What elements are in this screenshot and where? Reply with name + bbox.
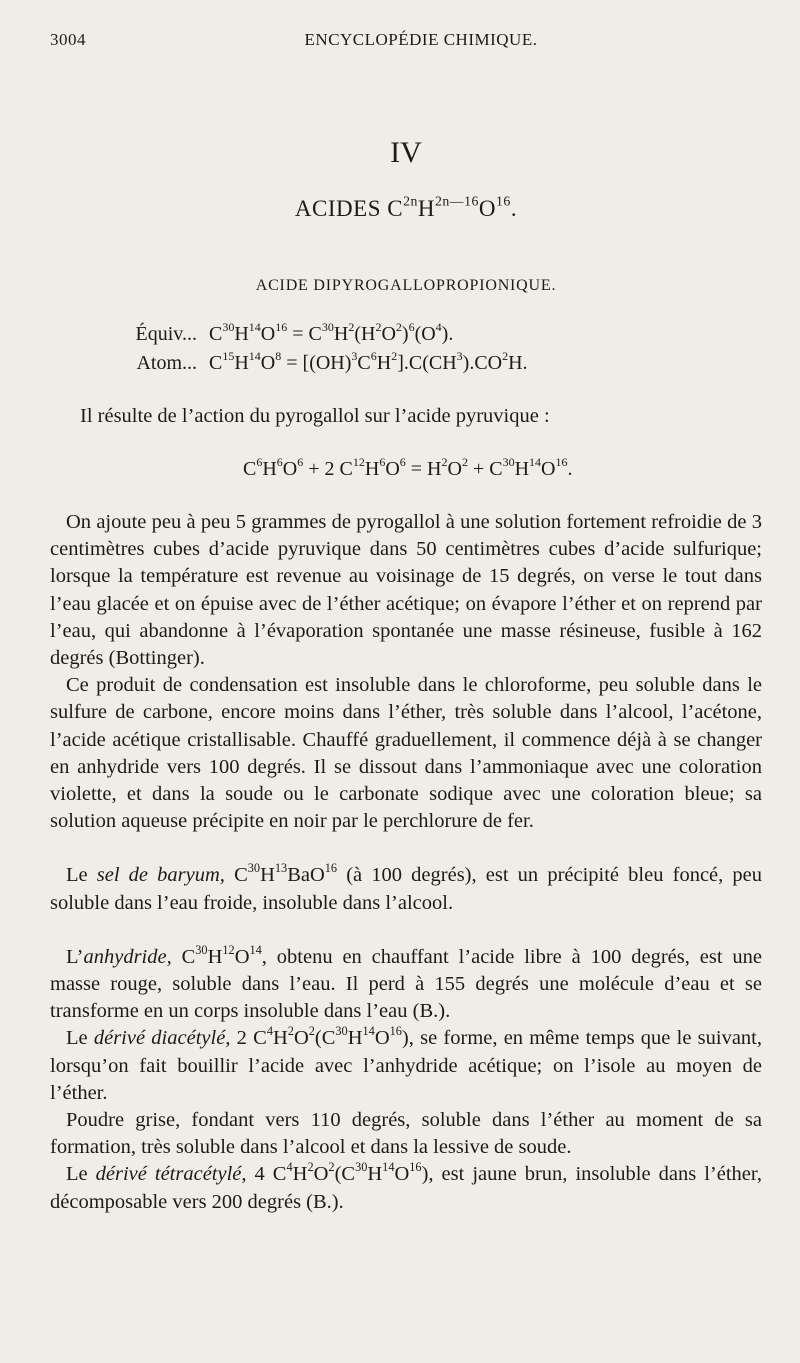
intro-text: Il résulte de l’action du pyrogallol sur l’acide pyruvique : [80, 405, 550, 427]
paragraph-grey-powder: Poudre grise, fondant vers 110 degrés, soluble dans l’éther au moment de sa formation, très soluble dans l’alcool et dans la lessive de soude. [50, 1109, 762, 1159]
running-title: ENCYCLOPÉDIE CHIMIQUE. [304, 30, 538, 49]
atom-formula-line [100, 349, 528, 375]
paragraph-anhydride: L’anhydride, $C^{30}H^{12}O^{14}$, obtenu en chauffant l’acide libre à 100 degrés, est une masse rouge, soluble dans l’eau. Il perd à 155 degrés une molécule d’eau et se transforme en un corps insoluble dans l’eau (B.). [50, 942, 762, 1023]
atom-label: Atom... [136, 352, 197, 374]
section-number: IV [390, 136, 422, 169]
equiv-formula-line [100, 320, 454, 346]
page-number: 3004 [50, 30, 86, 49]
section-title: ACIDES $C^{2n}H^{2n—16}O^{16}$. [294, 193, 518, 221]
general-formula: $C^{2n}H^{2n—16}O^{16}$. [387, 193, 518, 221]
equiv-formula: $C^{30}H^{14}O^{16} = C^{30}H^2(H^2O^2)^6(O^4)$. [209, 320, 454, 345]
paragraph-barium-salt: Le sel de baryum, $C^{30}H^{13}BaO^{16}$ (à 100 degrés), est un précipité bleu foncé, peu soluble dans l’eau froide, insoluble dans l’alcool. [50, 861, 763, 914]
running-header [50, 30, 762, 56]
reaction-equation: $C^6H^6O^6 + 2$ $C^{12}H^6O^6 = H^2O^2 + C^{30}H^{14}O^{16}$. [243, 455, 573, 480]
paragraph-diacetyl: Le dérivé diacétylé, 2 $C^4H^2O^2(C^{30}H^{14}O^{16})$, se forme, en même temps que le suivant, lorsqu’on fait bouillir l’acide avec l’anhydride acétique; on l’isole au moyen de l’éther. [50, 1024, 762, 1104]
paragraph-properties: Ce produit de condensation est insoluble dans le chloroforme, peu soluble dans le sulfure de carbone, encore moins dans l’éther, très soluble dans l’alcool, l’acétone, l’acide acétique cristallisable. Chauffé graduellement, il commence déjà à se changer en anhydride vers 100 degrés. Il se dissout dans l’ammoniaque avec une coloration violette, et dans la soude ou le carbonate sodique avec une coloration bleue; sa solution aqueuse précipite en noir par le perchlorure de fer. [50, 674, 762, 833]
compound-title: ACIDE DIPYROGALLOPROPIONIQUE. [255, 277, 557, 294]
main-text [50, 509, 762, 1216]
equiv-label: Équiv... [135, 323, 197, 345]
paragraph-preparation: On ajoute peu à peu 5 grammes de pyrogallol à une solution fortement refroidie de 3 centimètres cubes d’acide pyruvique dans 50 centimètres cubes d’acide sulfurique; lorsque la température est revenue au voisinage de 15 degrés, on verse le tout dans l’eau glacée et on épuise avec de l’éther acétique; on évapore l’éther et on reprend par l’eau, qui abandonne à l’évaporation spontanée une masse résineuse, fusible à 162 degrés (Bottinger). [50, 511, 762, 670]
atom-formula: $C^{15}H^{14}O^8 = [(OH)^3C^6H^2].C(CH^3).CO^2H$. [209, 349, 528, 374]
paragraph-tetracetyl: Le dérivé tétracétylé, 4 $C^4H^2O^2(C^{30}H^{14}O^{16})$, est jaune brun, insoluble dans l’éther, décomposable vers 200 degrés (B.). [50, 1160, 763, 1213]
